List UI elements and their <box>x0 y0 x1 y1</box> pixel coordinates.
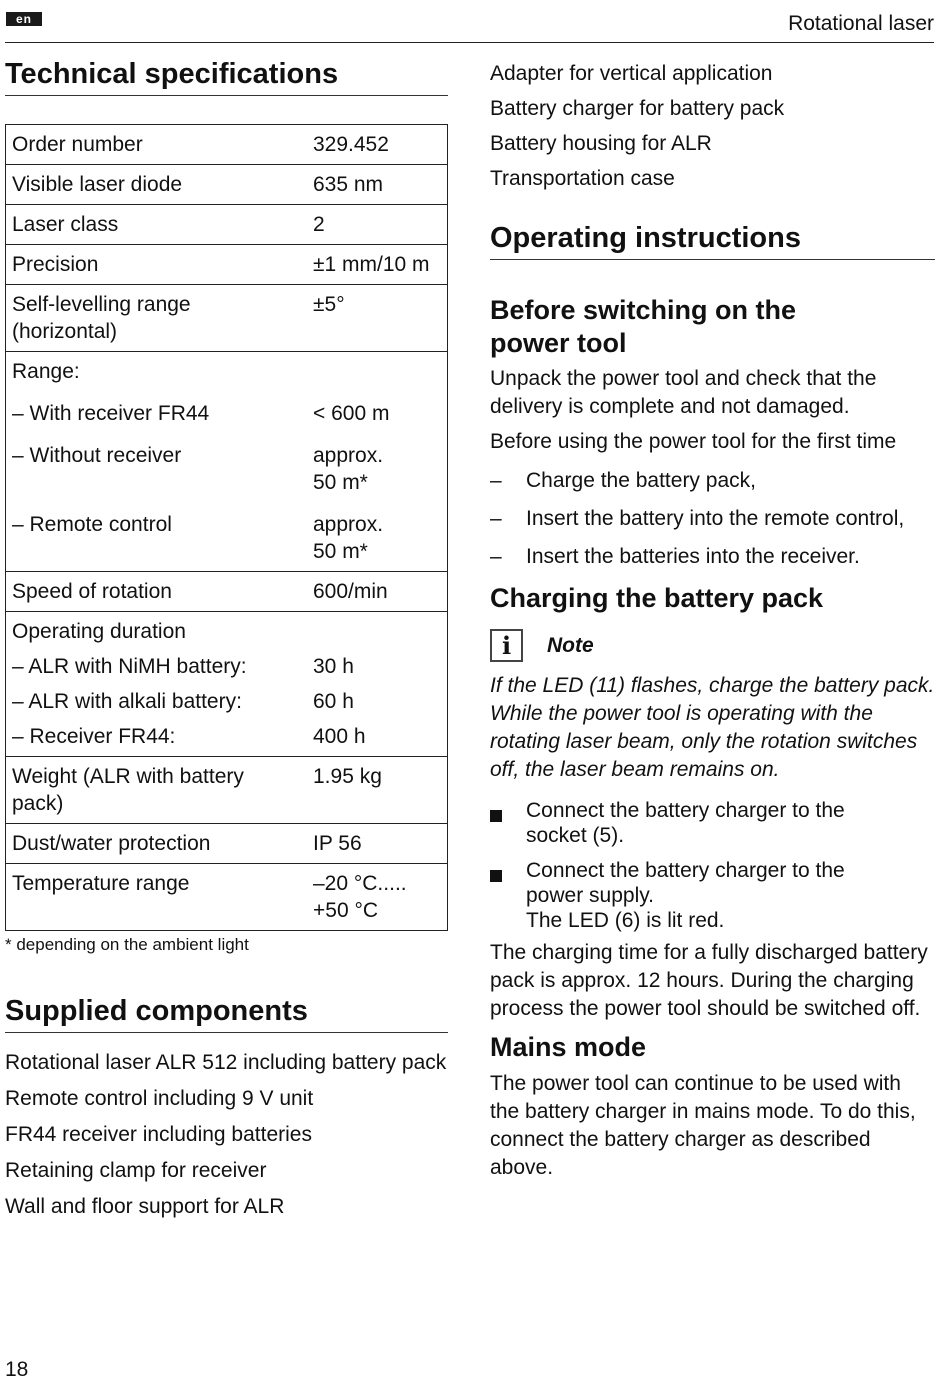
mains-mode-heading: Mains mode <box>490 1032 647 1062</box>
list-item: Wall and floor support for ALR <box>5 1195 285 1218</box>
spec-value: ±5° <box>313 293 345 316</box>
spec-key: Laser class <box>12 213 119 236</box>
operating-instructions-heading: Operating instructions <box>490 222 935 260</box>
spec-group-levelling <box>6 285 447 352</box>
list-item: Battery charger for battery pack <box>490 97 785 120</box>
list-item: Battery housing for ALR <box>490 132 712 155</box>
spec-key: Visible laser diode <box>12 173 183 196</box>
spec-key: Precision <box>12 253 99 276</box>
spec-value: 635 nm <box>313 173 384 196</box>
list-item: Adapter for vertical application <box>490 62 773 85</box>
note-row <box>490 629 935 662</box>
list-item: Remote control including 9 V unit <box>5 1087 314 1110</box>
spec-value: 329.452 <box>313 133 389 156</box>
list-item: – Insert the batteries into the receiver. <box>490 545 860 568</box>
spec-row <box>6 358 447 385</box>
list-item <box>490 798 935 848</box>
spec-group-class <box>6 205 447 245</box>
supplied-components-list <box>5 1049 448 1220</box>
spec-value: 1.95 kg <box>313 765 382 788</box>
right-column <box>490 60 935 1182</box>
spec-key: – Receiver FR44: <box>12 725 176 748</box>
spec-key: Range: <box>12 360 80 383</box>
list-item: Transportation case <box>490 167 675 190</box>
note-text: If the LED (11) flashes, charge the battery pack. While the power tool is operating with the rotating laser beam, only the rotation switches off, the laser beam remains on. <box>490 674 935 781</box>
technical-specifications-heading: Technical specifications <box>5 58 448 96</box>
spec-value <box>313 618 447 645</box>
list-item-text: Insert the batteries into the receiver. <box>526 545 860 568</box>
spec-row <box>6 291 447 345</box>
spec-key: – ALR with alkali battery: <box>12 690 242 713</box>
info-icon: i <box>490 629 523 662</box>
spec-row <box>6 578 447 605</box>
spec-row <box>6 653 447 680</box>
page-number: 18 <box>5 1358 29 1381</box>
spec-group-duration <box>6 612 447 757</box>
spec-row <box>6 870 447 924</box>
spec-row <box>6 211 447 238</box>
first-use-paragraph: Before using the power tool for the first time <box>490 430 897 453</box>
spec-row <box>6 763 447 817</box>
spec-row <box>6 131 447 158</box>
charging-heading: Charging the battery pack <box>490 583 824 613</box>
spec-row <box>6 830 447 857</box>
list-item-result: The LED (6) is lit red. <box>526 909 725 932</box>
spec-row <box>6 688 447 715</box>
list-item-text: Charge the battery pack, <box>526 469 756 492</box>
spec-key: Order number <box>12 133 143 156</box>
specifications-table <box>5 124 448 931</box>
spec-key: Self-levelling range (horizontal) <box>12 293 191 343</box>
spec-group-range <box>6 352 447 572</box>
spec-key: Weight (ALR with battery pack) <box>12 765 244 815</box>
spec-row <box>6 251 447 278</box>
list-item: Retaining clamp for receiver <box>5 1159 267 1182</box>
spec-group-rotation <box>6 572 447 612</box>
before-switching-heading: Before switching on the power tool <box>490 295 797 358</box>
mains-mode-paragraph: The power tool can continue to be used with the battery charger in mains mode. To do this, connect the battery charger as described above. <box>490 1072 916 1179</box>
spec-value: 30 h <box>313 655 354 678</box>
spec-row <box>6 618 447 645</box>
bullet-square-icon <box>490 810 502 822</box>
spec-row <box>6 442 447 496</box>
list-item: – Insert the battery into the remote control, <box>490 507 905 530</box>
spec-key: Dust/water protection <box>12 832 211 855</box>
spec-value: 400 h <box>313 725 366 748</box>
table-footnote: * depending on the ambient light <box>5 935 249 954</box>
spec-row <box>6 400 447 427</box>
list-item <box>490 858 935 933</box>
spec-group-order <box>6 125 447 165</box>
spec-value: approx. 50 m* <box>313 444 384 494</box>
spec-group-protection <box>6 824 447 864</box>
spec-row <box>6 723 447 750</box>
spec-value: 60 h <box>313 690 354 713</box>
header-title: Rotational laser <box>788 12 934 35</box>
spec-key: – With receiver FR44 <box>12 402 210 425</box>
spec-key: – Without receiver <box>12 444 182 467</box>
spec-value: 2 <box>313 213 325 236</box>
charging-time-paragraph: The charging time for a fully discharged battery pack is approx. 12 hours. During the charging process the power tool should be switched off. <box>490 941 928 1020</box>
spec-group-precision <box>6 245 447 285</box>
spec-group-weight <box>6 757 447 824</box>
supplied-components-heading: Supplied components <box>5 995 448 1033</box>
spec-value: < 600 m <box>313 402 390 425</box>
spec-row <box>6 171 447 198</box>
list-item: FR44 receiver including batteries <box>5 1123 312 1146</box>
left-column <box>5 58 448 1220</box>
spec-group-diode <box>6 165 447 205</box>
list-item-text: Insert the battery into the remote control, <box>526 507 905 530</box>
spec-group-temperature <box>6 864 447 930</box>
bullet-square-icon <box>490 870 502 882</box>
spec-value <box>313 358 447 385</box>
spec-value: –20 °C..... +50 °C <box>313 872 407 922</box>
unpack-paragraph: Unpack the power tool and check that the delivery is complete and not damaged. <box>490 367 877 418</box>
list-item: – Charge the battery pack, <box>490 469 756 492</box>
spec-value: approx. 50 m* <box>313 513 384 563</box>
list-item: Rotational laser ALR 512 including battery pack <box>5 1051 447 1074</box>
spec-key: – Remote control <box>12 513 172 536</box>
language-badge: en <box>6 12 42 26</box>
spec-row <box>6 511 447 565</box>
spec-key: Temperature range <box>12 872 190 895</box>
spec-key: – ALR with NiMH battery: <box>12 655 247 678</box>
spec-key: Speed of rotation <box>12 580 172 603</box>
supplied-components-list-continued <box>490 60 935 192</box>
header-divider <box>5 42 934 43</box>
note-label: Note <box>547 633 594 657</box>
list-item-body <box>526 858 886 933</box>
spec-value: 600/min <box>313 580 388 603</box>
list-item-text: Connect the battery charger to the socket (5). <box>526 799 845 847</box>
spec-value: ±1 mm/10 m <box>313 253 430 276</box>
spec-key: Operating duration <box>12 620 186 643</box>
list-item-text: Connect the battery charger to the power supply. <box>526 859 845 907</box>
spec-value: IP 56 <box>313 832 362 855</box>
